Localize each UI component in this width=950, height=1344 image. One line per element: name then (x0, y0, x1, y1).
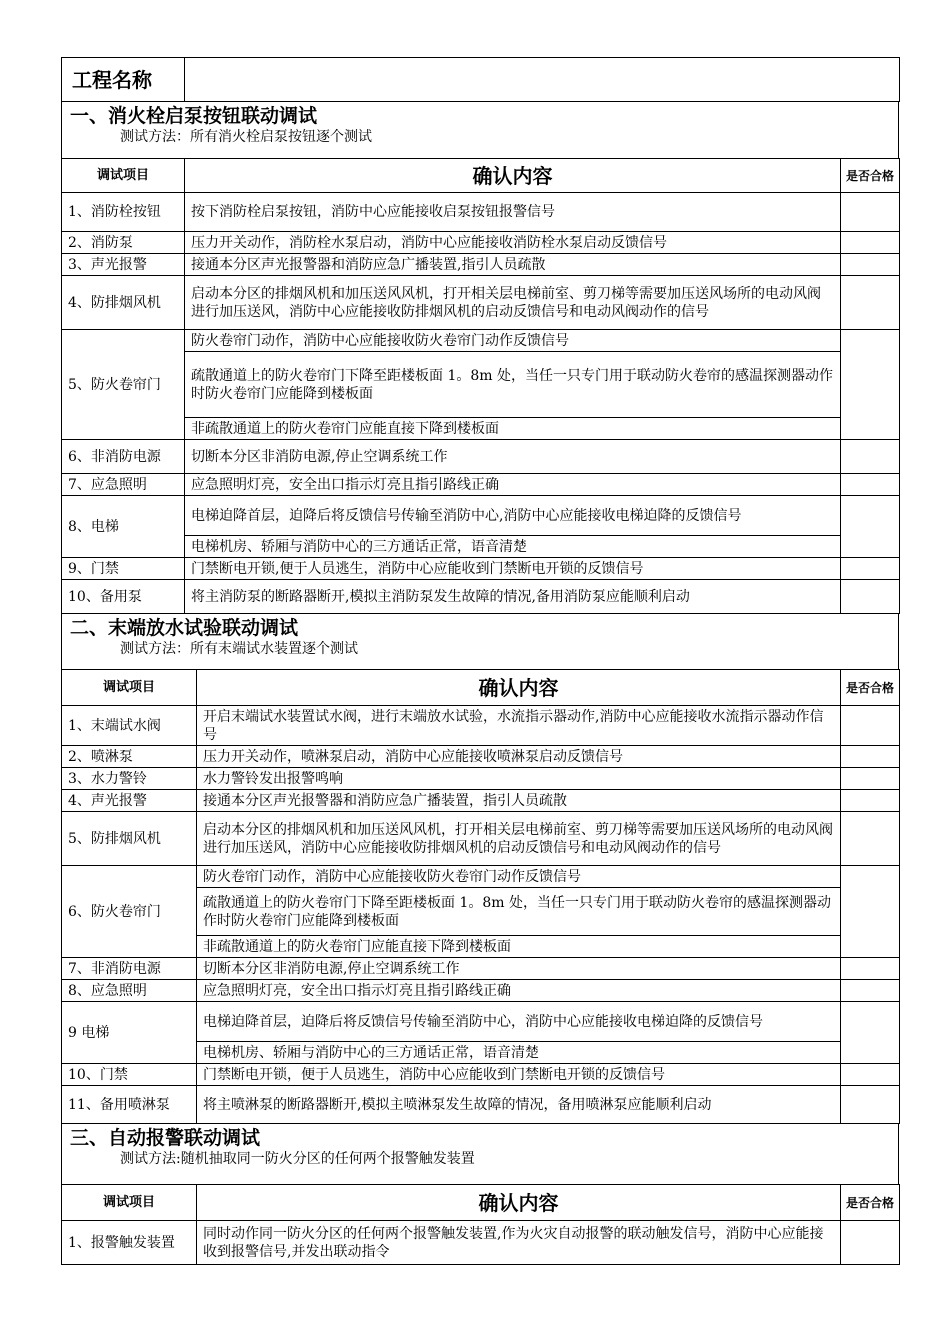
table-row (62, 746, 900, 768)
confirm-content: 将主喷淋泵的断路器断开,模拟主喷淋泵发生故障的情况，备用喷淋泵应能顺利启动 (197, 1086, 841, 1124)
test-item: 1、报警触发装置 (62, 1221, 197, 1265)
column-header-pass: 是否合格 (841, 1185, 900, 1221)
project-table (61, 57, 900, 102)
confirm-content: 切断本分区非消防电源,停止空调系统工作 (197, 958, 841, 980)
table-row (62, 254, 900, 276)
pass-checkbox-cell[interactable] (841, 706, 900, 746)
column-header-pass: 是否合格 (841, 670, 900, 706)
pass-checkbox-cell[interactable] (841, 1086, 900, 1124)
pass-checkbox-cell[interactable] (841, 276, 900, 330)
test-item: 8、应急照明 (62, 980, 197, 1002)
test-item: 5、防火卷帘门 (62, 330, 185, 440)
pass-checkbox-cell[interactable] (841, 254, 900, 276)
section-header (61, 1124, 899, 1184)
table-row (62, 1086, 900, 1124)
column-header-item: 调试项目 (62, 159, 185, 193)
section-test-method: 测试方法:随机抽取同一防火分区的任何两个报警触发装置 (120, 1151, 475, 1167)
test-item: 6、非消防电源 (62, 440, 185, 474)
table-row (62, 232, 900, 254)
table-row (62, 440, 900, 474)
confirm-content: 压力开关动作，喷淋泵启动，消防中心应能接收喷淋泵启动反馈信号 (197, 746, 841, 768)
project-name-value[interactable] (185, 58, 900, 102)
pass-checkbox-cell[interactable] (841, 790, 900, 812)
table-row (62, 1002, 900, 1042)
test-item: 3、水力警铃 (62, 768, 197, 790)
section-test-method: 测试方法：所有消火栓启泵按钮逐个测试 (120, 129, 372, 145)
pass-checkbox-cell[interactable] (841, 1221, 900, 1265)
table-header-row (62, 1185, 900, 1221)
test-item: 4、防排烟风机 (62, 276, 185, 330)
confirm-content: 将主消防泵的断路器断开,模拟主消防泵发生故障的情况,备用消防泵应能顺利启动 (185, 580, 841, 614)
confirm-content: 防火卷帘门动作，消防中心应能接收防火卷帘门动作反馈信号 (185, 330, 841, 352)
pass-checkbox-cell[interactable] (841, 746, 900, 768)
confirm-content: 压力开关动作，消防栓水泵启动，消防中心应能接收消防栓水泵启动反馈信号 (185, 232, 841, 254)
section (61, 102, 899, 614)
table-row (62, 790, 900, 812)
confirm-content: 水力警铃发出报警鸣响 (197, 768, 841, 790)
column-header-content: 确认内容 (197, 670, 841, 706)
table-row (62, 1221, 900, 1265)
checklist-table (61, 158, 900, 614)
test-item: 4、声光报警 (62, 790, 197, 812)
table-row (62, 276, 900, 330)
test-item: 3、声光报警 (62, 254, 185, 276)
confirm-content: 按下消防栓启泵按钮，消防中心应能接收启泵按钮报警信号 (185, 193, 841, 232)
pass-checkbox-cell[interactable] (841, 330, 900, 440)
confirm-content: 电梯机房、轿厢与消防中心的三方通话正常，语音清楚 (197, 1042, 841, 1064)
confirm-content: 应急照明灯亮，安全出口指示灯亮且指引路线正确 (197, 980, 841, 1002)
test-item: 1、末端试水阀 (62, 706, 197, 746)
confirm-content: 门禁断电开锁,便于人员逃生，消防中心应能收到门禁断电开锁的反馈信号 (185, 558, 841, 580)
confirm-content: 电梯机房、轿厢与消防中心的三方通话正常，语音清楚 (185, 536, 841, 558)
test-item: 5、防排烟风机 (62, 812, 197, 866)
pass-checkbox-cell[interactable] (841, 440, 900, 474)
confirm-content: 防火卷帘门动作，消防中心应能接收防火卷帘门动作反馈信号 (197, 866, 841, 888)
pass-checkbox-cell[interactable] (841, 866, 900, 958)
pass-checkbox-cell[interactable] (841, 768, 900, 790)
table-row (62, 980, 900, 1002)
project-name-label: 工程名称 (62, 58, 185, 102)
pass-checkbox-cell[interactable] (841, 496, 900, 558)
test-item: 1、消防栓按钮 (62, 193, 185, 232)
confirm-content: 接通本分区声光报警器和消防应急广播装置，指引人员疏散 (197, 790, 841, 812)
column-header-item: 调试项目 (62, 1185, 197, 1221)
inspection-document (61, 57, 899, 1265)
confirm-content: 切断本分区非消防电源,停止空调系统工作 (185, 440, 841, 474)
table-row (62, 580, 900, 614)
test-item: 9 电梯 (62, 1002, 197, 1064)
confirm-content: 疏散通道上的防火卷帘门下降至距楼板面 1。8m 处，当任一只专门用于联动防火卷帘的感温探测器动作时防火卷帘门应能降到楼板面 (185, 352, 841, 418)
confirm-content: 电梯迫降首层，迫降后将反馈信号传输至消防中心,消防中心应能接收电梯迫降的反馈信号 (185, 496, 841, 536)
section (61, 614, 899, 1124)
column-header-pass: 是否合格 (841, 159, 900, 193)
table-header-row (62, 670, 900, 706)
pass-checkbox-cell[interactable] (841, 980, 900, 1002)
test-item: 7、非消防电源 (62, 958, 197, 980)
section-title: 一、消火栓启泵按钮联动调试 (70, 105, 318, 127)
test-item: 2、消防泵 (62, 232, 185, 254)
checklist-table (61, 1184, 900, 1265)
column-header-item: 调试项目 (62, 670, 197, 706)
table-row (62, 866, 900, 888)
column-header-content: 确认内容 (185, 159, 841, 193)
table-row (62, 418, 900, 440)
section-header (61, 614, 899, 669)
pass-checkbox-cell[interactable] (841, 812, 900, 866)
confirm-content: 门禁断电开锁，便于人员逃生，消防中心应能收到门禁断电开锁的反馈信号 (197, 1064, 841, 1086)
confirm-content: 启动本分区的排烟风机和加压送风风机，打开相关层电梯前室、剪刀梯等需要加压送风场所的电动风阀进行加压送风，消防中心应能接收防排烟风机的启动反馈信号和电动风阀动作的信号 (197, 812, 841, 866)
table-row (62, 812, 900, 866)
test-item: 7、应急照明 (62, 474, 185, 496)
pass-checkbox-cell[interactable] (841, 958, 900, 980)
confirm-content: 电梯迫降首层，迫降后将反馈信号传输至消防中心，消防中心应能接收电梯迫降的反馈信号 (197, 1002, 841, 1042)
confirm-content: 启动本分区的排烟风机和加压送风风机，打开相关层电梯前室、剪刀梯等需要加压送风场所的电动风阀进行加压送风，消防中心应能接收防排烟风机的启动反馈信号和电动风阀动作的信号 (185, 276, 841, 330)
checklist-table (61, 669, 900, 1124)
column-header-content: 确认内容 (197, 1185, 841, 1221)
test-item: 9、门禁 (62, 558, 185, 580)
pass-checkbox-cell[interactable] (841, 232, 900, 254)
table-row (62, 558, 900, 580)
test-item: 2、喷淋泵 (62, 746, 197, 768)
section (61, 1124, 899, 1265)
pass-checkbox-cell[interactable] (841, 193, 900, 232)
table-row (62, 352, 900, 418)
test-item: 10、备用泵 (62, 580, 185, 614)
table-row (62, 1064, 900, 1086)
confirm-content: 应急照明灯亮，安全出口指示灯亮且指引路线正确 (185, 474, 841, 496)
confirm-content: 同时动作同一防火分区的任何两个报警触发装置,作为火灾自动报警的联动触发信号，消防中心应能接收到报警信号,并发出联动指令 (197, 1221, 841, 1265)
section-title: 二、末端放水试验联动调试 (70, 617, 299, 639)
pass-checkbox-cell[interactable] (841, 558, 900, 580)
table-row (62, 536, 900, 558)
confirm-content: 非疏散通道上的防火卷帘门应能直接下降到楼板面 (197, 936, 841, 958)
table-row (62, 193, 900, 232)
pass-checkbox-cell[interactable] (841, 580, 900, 614)
test-item: 11、备用喷淋泵 (62, 1086, 197, 1124)
table-row (62, 768, 900, 790)
confirm-content: 开启末端试水装置试水阀，进行末端放水试验，水流指示器动作,消防中心应能接收水流指示器动作信号 (197, 706, 841, 746)
pass-checkbox-cell[interactable] (841, 1064, 900, 1086)
confirm-content: 接通本分区声光报警器和消防应急广播装置,指引人员疏散 (185, 254, 841, 276)
table-row (62, 958, 900, 980)
table-row (62, 474, 900, 496)
pass-checkbox-cell[interactable] (841, 474, 900, 496)
table-row (62, 706, 900, 746)
section-header (61, 102, 899, 158)
test-item: 6、防火卷帘门 (62, 866, 197, 958)
table-row (62, 496, 900, 536)
confirm-content: 非疏散通道上的防火卷帘门应能直接下降到楼板面 (185, 418, 841, 440)
confirm-content: 疏散通道上的防火卷帘门下降至距楼板面 1。8m 处，当任一只专门用于联动防火卷帘的感温探测器动作时防火卷帘门应能降到楼板面 (197, 888, 841, 936)
test-item: 8、电梯 (62, 496, 185, 558)
table-header-row (62, 159, 900, 193)
test-item: 10、门禁 (62, 1064, 197, 1086)
table-row (62, 330, 900, 352)
section-title: 三、自动报警联动调试 (70, 1127, 261, 1149)
section-test-method: 测试方法：所有末端试水装置逐个测试 (120, 641, 358, 657)
pass-checkbox-cell[interactable] (841, 1002, 900, 1064)
